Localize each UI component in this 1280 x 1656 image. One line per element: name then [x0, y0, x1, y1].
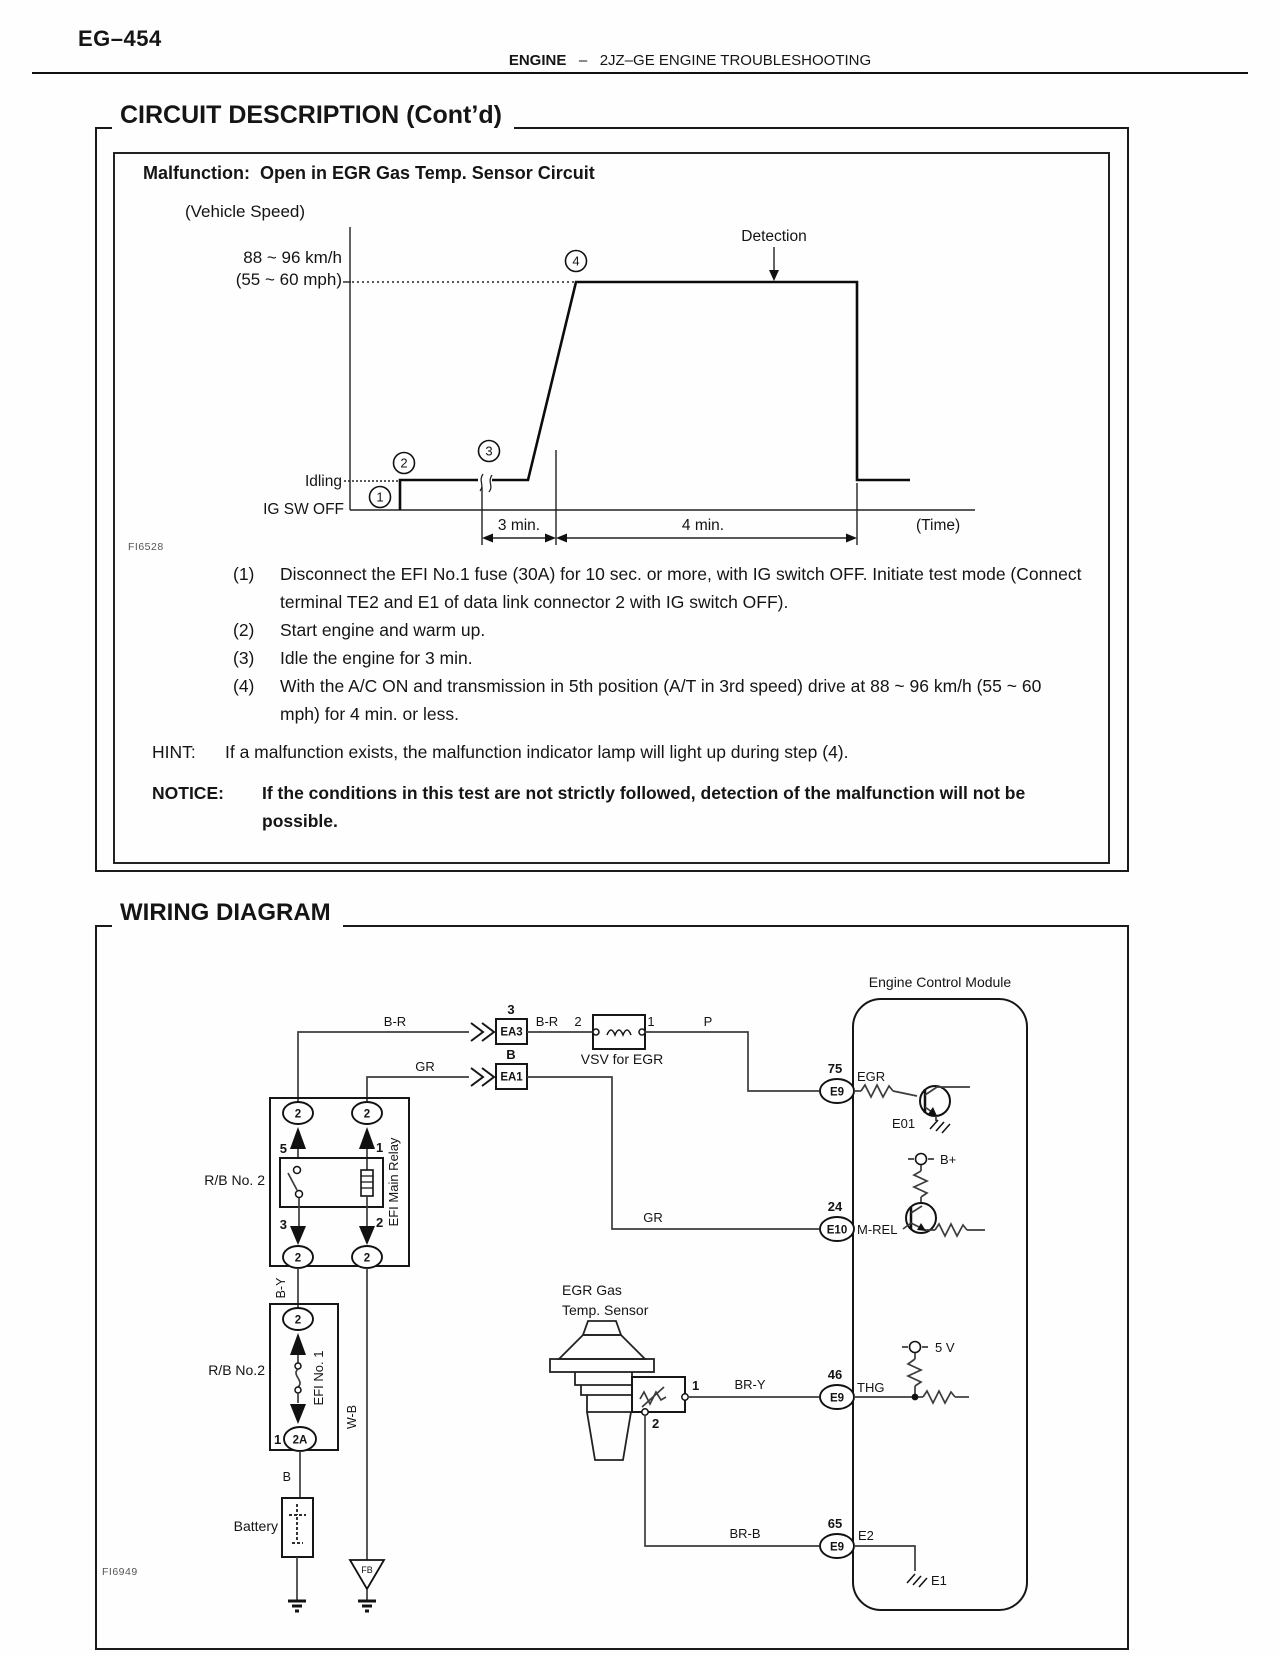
rb-no2-upper-label: R/B No. 2: [204, 1172, 265, 1188]
pin-ea3: 3: [507, 1002, 515, 1017]
bplus-label: B+: [940, 1152, 957, 1167]
egr-valve-drawing: [550, 1321, 654, 1460]
step-4: [145, 672, 1105, 728]
egr-gas-temp-sensor: [550, 1282, 819, 1546]
pin-75: 75: [827, 1061, 843, 1076]
vsv-pin-1: 1: [647, 1014, 655, 1029]
relay-pin-2: 2: [376, 1215, 384, 1230]
wire-label-wb: W-B: [345, 1404, 359, 1430]
thg-series-resistor: [923, 1391, 955, 1403]
connector-chevrons-ea3: [471, 1023, 494, 1041]
malfunction-label: Malfunction:: [143, 163, 250, 183]
battery-branch: [234, 1451, 313, 1611]
speed-label-mph: (55 ~ 60 mph): [235, 270, 342, 289]
wiring-diagram-title: WIRING DIAGRAM: [112, 896, 343, 930]
wire-label-gr2: GR: [643, 1210, 663, 1225]
efi-main-relay-block: [204, 1098, 409, 1268]
hint-text: If a malfunction exists, the malfunction indicator lamp will light up during step (4).: [225, 742, 849, 762]
vsv-terminal-right: [639, 1029, 645, 1035]
mrel-resistor: [935, 1224, 967, 1236]
ecm-egr-label: EGR: [857, 1069, 886, 1084]
svg-text:2: 2: [294, 1252, 302, 1265]
e2-label: E2: [858, 1528, 874, 1543]
malfunction-text: Open in EGR Gas Temp. Sensor Circuit: [260, 163, 595, 183]
efi-no1-fuse-block: [208, 1268, 338, 1451]
figure-id-circuit: FI6528: [128, 541, 164, 553]
step-4-number: (4): [233, 676, 255, 696]
arrow-up-right: [359, 1127, 375, 1149]
relay-switch-top: [294, 1167, 301, 1174]
thermistor-arrow: [642, 1387, 664, 1407]
e01-ground-icon: [930, 1120, 950, 1133]
svg-text:2: 2: [294, 1108, 302, 1121]
battery-symbol: [289, 1504, 306, 1543]
step-1-number: (1): [233, 564, 255, 584]
step-3-text: Idle the engine for 3 min.: [280, 648, 473, 668]
arrow-down-left: [290, 1226, 306, 1245]
connector-ea3-label: EA3: [500, 1026, 523, 1039]
sensor-pin-2: 2: [652, 1416, 660, 1431]
vsv-box: [593, 1015, 645, 1049]
vsv-pin-2: 2: [574, 1014, 582, 1029]
hint-label: HINT:: [152, 742, 196, 762]
wire-label-b: B: [282, 1470, 291, 1484]
ecm-mrel-circuit: [820, 1152, 985, 1241]
svg-text:2: 2: [363, 1252, 371, 1265]
battery-ground-icon: [288, 1601, 306, 1611]
drive-pattern-graph: [130, 195, 1090, 565]
connector-ea1-label: EA1: [500, 1071, 523, 1084]
page-number: EG–454: [78, 26, 162, 51]
connector-e10-label: E10: [826, 1224, 848, 1237]
ig-sw-off-label: IG SW OFF: [263, 501, 344, 518]
connector-e9-egr-label: E9: [829, 1086, 845, 1099]
battery-label: Battery: [233, 1518, 278, 1534]
relay-pin-3: 3: [279, 1217, 287, 1232]
ecm-thg-circuit: [820, 1340, 969, 1409]
relay-switch-blade: [288, 1173, 297, 1190]
fivev-terminal: [910, 1342, 921, 1353]
label-4min: 4 min.: [681, 517, 725, 534]
header-dash: –: [570, 52, 596, 69]
sensor-pin2-terminal: [642, 1409, 648, 1415]
header-rule: [32, 72, 1248, 74]
ecm-egr-circuit: [820, 1061, 970, 1133]
arrow-up-fuse: [290, 1333, 306, 1355]
e1-label: E1: [931, 1573, 947, 1588]
sensor-pin1-terminal: [682, 1394, 688, 1400]
notice-text: If the conditions in this test are not strictly followed, detection of the malfunction will not be possible.: [262, 783, 1026, 831]
circled-step-3: [479, 441, 500, 462]
step-1-text: Disconnect the EFI No.1 fuse (30A) for 10 sec. or more, with IG switch OFF. Initiate test mode (Connect terminal TE2 and E1 of data link connector 2 with IG switch OFF).: [280, 564, 1082, 612]
circled-step-1: [370, 487, 391, 508]
circled-step-2: [394, 453, 415, 474]
pin-65: 65: [827, 1516, 843, 1531]
dimension-3min: [482, 517, 556, 543]
relay-pin-1: 1: [376, 1140, 384, 1155]
detection-label: Detection: [741, 228, 807, 245]
wire-label-br2: B-R: [535, 1014, 559, 1029]
svg-text:3: 3: [485, 443, 493, 459]
graph-axes: [350, 227, 975, 510]
time-label: (Time): [916, 517, 961, 534]
rb-no2-lower-label: R/B No.2: [208, 1362, 265, 1378]
detection-arrowhead: [769, 270, 779, 281]
pin-46: 46: [827, 1367, 843, 1382]
vsv-terminal-left: [593, 1029, 599, 1035]
relay-switch-bottom: [296, 1191, 303, 1198]
sensor-pin-1: 1: [692, 1378, 700, 1393]
efi-no1-label: EFI No. 1: [311, 1350, 326, 1406]
wb-ground-icon: [358, 1601, 376, 1611]
step-3: [145, 644, 1105, 672]
step-1: [145, 560, 1105, 616]
svg-text:2: 2: [294, 1314, 302, 1327]
dimension-4min: [556, 517, 857, 543]
y-axis-label: (Vehicle Speed): [185, 202, 306, 221]
speed-trace: [400, 282, 910, 510]
step-3-number: (3): [233, 648, 255, 668]
vsv-label: VSV for EGR: [580, 1051, 664, 1067]
speed-label-kmh: 88 ~ 96 km/h: [243, 248, 342, 267]
wire-label-bry: BR-Y: [734, 1377, 766, 1392]
svg-text:2A: 2A: [292, 1434, 308, 1447]
arrow-up-left: [290, 1127, 306, 1149]
thg-label: THG: [857, 1380, 885, 1395]
wire-label-brb: BR-B: [729, 1526, 761, 1541]
sensor-label-line1: EGR Gas: [562, 1282, 622, 1298]
procedure-text: [145, 560, 1105, 835]
thg-pullup-resistor: [908, 1359, 921, 1386]
relay-pin-5: 5: [279, 1141, 287, 1156]
wire-label-gr1: GR: [415, 1059, 435, 1074]
connector-chevrons-ea1: [471, 1068, 494, 1086]
ecm-e2-circuit: [820, 1516, 947, 1588]
svg-text:2: 2: [363, 1108, 371, 1121]
wiring-diagram: [95, 923, 1125, 1646]
step-2: [145, 616, 1105, 644]
egr-resistor: [861, 1085, 893, 1097]
pin-24: 24: [827, 1199, 843, 1214]
thg-node: [912, 1394, 919, 1401]
malfunction-line: [143, 163, 595, 184]
vsv-coil-symbol: [607, 1030, 631, 1035]
e01-label: E01: [892, 1116, 916, 1131]
br-wire-run: [298, 1002, 819, 1102]
relay-coil: [361, 1170, 373, 1196]
wire-label-by: B-Y: [274, 1277, 288, 1299]
connector-e9-thg-label: E9: [829, 1392, 845, 1405]
sensor-label-line2: Temp. Sensor: [562, 1302, 649, 1318]
header-title: 2JZ–GE ENGINE TROUBLESHOOTING: [599, 52, 872, 69]
svg-text:1: 1: [376, 489, 384, 505]
wire-label-br1: B-R: [383, 1014, 407, 1029]
running-header: [100, 52, 1280, 69]
fuse-pin-1: 1: [274, 1432, 282, 1447]
header-section: ENGINE: [508, 52, 567, 69]
pin-ea1: B: [506, 1047, 516, 1062]
wb-branch: [345, 1268, 384, 1611]
connector-e9-e2-label: E9: [829, 1541, 845, 1554]
notice-row: [145, 779, 1105, 835]
notice-label: NOTICE:: [152, 783, 224, 803]
ecm-label: Engine Control Module: [868, 974, 1012, 990]
svg-text:2: 2: [400, 455, 408, 471]
gr-wire-run: [367, 1047, 819, 1229]
label-3min: 3 min.: [497, 517, 541, 534]
fivev-label: 5 V: [935, 1340, 955, 1355]
mrel-label: M-REL: [857, 1222, 898, 1237]
step-2-number: (2): [233, 620, 255, 640]
ground-point-code: FB: [361, 1565, 373, 1575]
bplus-resistor: [914, 1171, 927, 1197]
arrow-down-fuse: [290, 1404, 306, 1424]
fuse-symbol: [296, 1369, 300, 1387]
svg-text:4: 4: [572, 253, 580, 269]
arrow-down-right: [359, 1226, 375, 1245]
step-2-text: Start engine and warm up.: [280, 620, 486, 640]
figure-id-wiring: FI6949: [102, 1566, 138, 1578]
wire-label-p: P: [703, 1014, 713, 1029]
hint-row: [145, 738, 1105, 766]
circuit-description-title: CIRCUIT DESCRIPTION (Cont’d): [112, 98, 514, 132]
bplus-terminal: [916, 1154, 927, 1165]
e1-ground-icon: [907, 1574, 927, 1587]
circled-step-4: [566, 251, 587, 272]
idling-label: Idling: [304, 473, 342, 490]
step-4-text: With the A/C ON and transmission in 5th position (A/T in 3rd speed) drive at 88 ~ 96 km/h (55 ~ 60 mph) for 4 min. or less.: [280, 676, 1042, 724]
efi-main-relay-label: EFI Main Relay: [386, 1137, 401, 1227]
